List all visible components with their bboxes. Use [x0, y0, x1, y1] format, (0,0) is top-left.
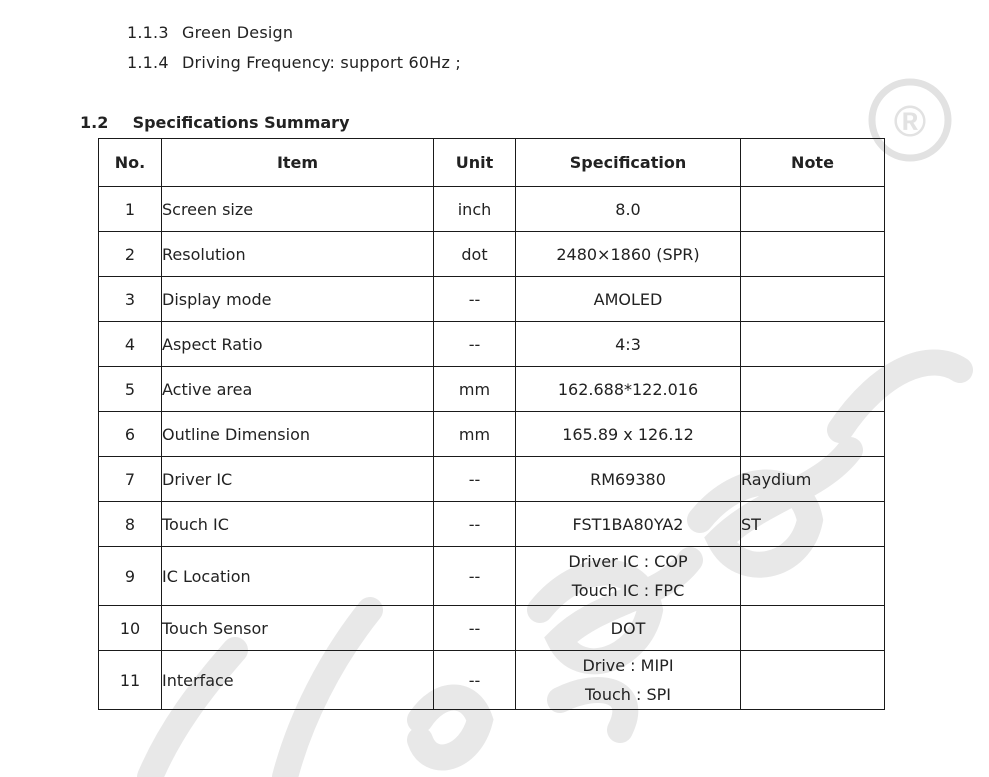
- cell-unit: inch: [434, 187, 516, 232]
- subsection-green-design: [127, 23, 293, 42]
- header-item: Item: [162, 139, 434, 187]
- header-specification: Specification: [516, 139, 741, 187]
- specifications-table: [98, 138, 885, 710]
- cell-note: ST: [741, 502, 885, 547]
- specification-line: AMOLED: [593, 289, 663, 309]
- cell-specification: [516, 367, 741, 412]
- header-note: Note: [741, 139, 885, 187]
- subsection-title: Green Design: [182, 23, 294, 42]
- cell-unit: --: [434, 502, 516, 547]
- table-row: [99, 651, 885, 710]
- cell-specification: [516, 412, 741, 457]
- cell-no: 3: [99, 277, 162, 322]
- cell-note: [741, 547, 885, 606]
- specification-line: 162.688*122.016: [557, 379, 699, 399]
- cell-unit: --: [434, 651, 516, 710]
- cell-no: 7: [99, 457, 162, 502]
- cell-no: 8: [99, 502, 162, 547]
- specification-line: Drive : MIPI: [582, 656, 674, 675]
- specification-line: RM69380: [590, 469, 666, 489]
- subsection-title: Driving Frequency: support 60Hz ;: [182, 53, 462, 72]
- table-row: [99, 232, 885, 277]
- cell-item: Active area: [162, 367, 434, 412]
- table-row: [99, 547, 885, 606]
- cell-unit: --: [434, 547, 516, 606]
- cell-note: [741, 277, 885, 322]
- cell-unit: mm: [434, 412, 516, 457]
- cell-no: 4: [99, 322, 162, 367]
- cell-item: Outline Dimension: [162, 412, 434, 457]
- cell-item: IC Location: [162, 547, 434, 606]
- section-number: 1.2: [80, 113, 109, 132]
- cell-no: 9: [99, 547, 162, 606]
- cell-note: [741, 606, 885, 651]
- cell-specification: [516, 547, 741, 606]
- subsection-number: 1.1.4: [127, 53, 169, 72]
- section-heading: [80, 113, 350, 132]
- cell-unit: --: [434, 277, 516, 322]
- cell-no: 11: [99, 651, 162, 710]
- section-title: Specifications Summary: [132, 113, 350, 132]
- cell-unit: mm: [434, 367, 516, 412]
- cell-item: Touch Sensor: [162, 606, 434, 651]
- cell-specification: [516, 502, 741, 547]
- cell-specification: [516, 457, 741, 502]
- cell-item: Touch IC: [162, 502, 434, 547]
- cell-unit: --: [434, 606, 516, 651]
- cell-note: [741, 651, 885, 710]
- svg-text:®: ®: [893, 97, 927, 146]
- specification-line: FST1BA80YA2: [572, 514, 684, 534]
- cell-unit: --: [434, 322, 516, 367]
- specification-line: Driver IC : COP: [568, 552, 688, 571]
- cell-item: Driver IC: [162, 457, 434, 502]
- cell-specification: [516, 322, 741, 367]
- cell-item: Screen size: [162, 187, 434, 232]
- cell-item: Interface: [162, 651, 434, 710]
- cell-specification: [516, 651, 741, 710]
- cell-no: 1: [99, 187, 162, 232]
- specification-line: 8.0: [615, 199, 641, 219]
- cell-unit: dot: [434, 232, 516, 277]
- header-unit: Unit: [434, 139, 516, 187]
- cell-item: Aspect Ratio: [162, 322, 434, 367]
- cell-note: [741, 322, 885, 367]
- specification-line: 165.89 x 126.12: [562, 424, 694, 444]
- specification-line: 2480×1860 (SPR): [556, 244, 700, 264]
- table-body: [99, 187, 885, 710]
- table-row: [99, 322, 885, 367]
- cell-specification: [516, 277, 741, 322]
- cell-note: [741, 367, 885, 412]
- specification-line: 4:3: [615, 334, 641, 354]
- cell-item: Resolution: [162, 232, 434, 277]
- table-row: [99, 412, 885, 457]
- table-row: [99, 502, 885, 547]
- specification-line: DOT: [610, 618, 646, 638]
- cell-specification: [516, 606, 741, 651]
- table-row: [99, 187, 885, 232]
- table-row: [99, 367, 885, 412]
- specification-line: Touch IC : FPC: [571, 581, 685, 600]
- table-header-row: [99, 139, 885, 187]
- subsection-number: 1.1.3: [127, 23, 169, 42]
- specification-line: Touch : SPI: [584, 685, 671, 704]
- subsection-driving-frequency: [127, 53, 461, 72]
- cell-no: 6: [99, 412, 162, 457]
- cell-unit: --: [434, 457, 516, 502]
- cell-specification: [516, 232, 741, 277]
- cell-note: [741, 412, 885, 457]
- table-row: [99, 277, 885, 322]
- header-no: No.: [99, 139, 162, 187]
- table-row: [99, 606, 885, 651]
- cell-note: [741, 187, 885, 232]
- cell-specification: [516, 187, 741, 232]
- cell-no: 2: [99, 232, 162, 277]
- cell-item: Display mode: [162, 277, 434, 322]
- cell-note: Raydium: [741, 457, 885, 502]
- cell-no: 5: [99, 367, 162, 412]
- cell-no: 10: [99, 606, 162, 651]
- table-row: [99, 457, 885, 502]
- cell-note: [741, 232, 885, 277]
